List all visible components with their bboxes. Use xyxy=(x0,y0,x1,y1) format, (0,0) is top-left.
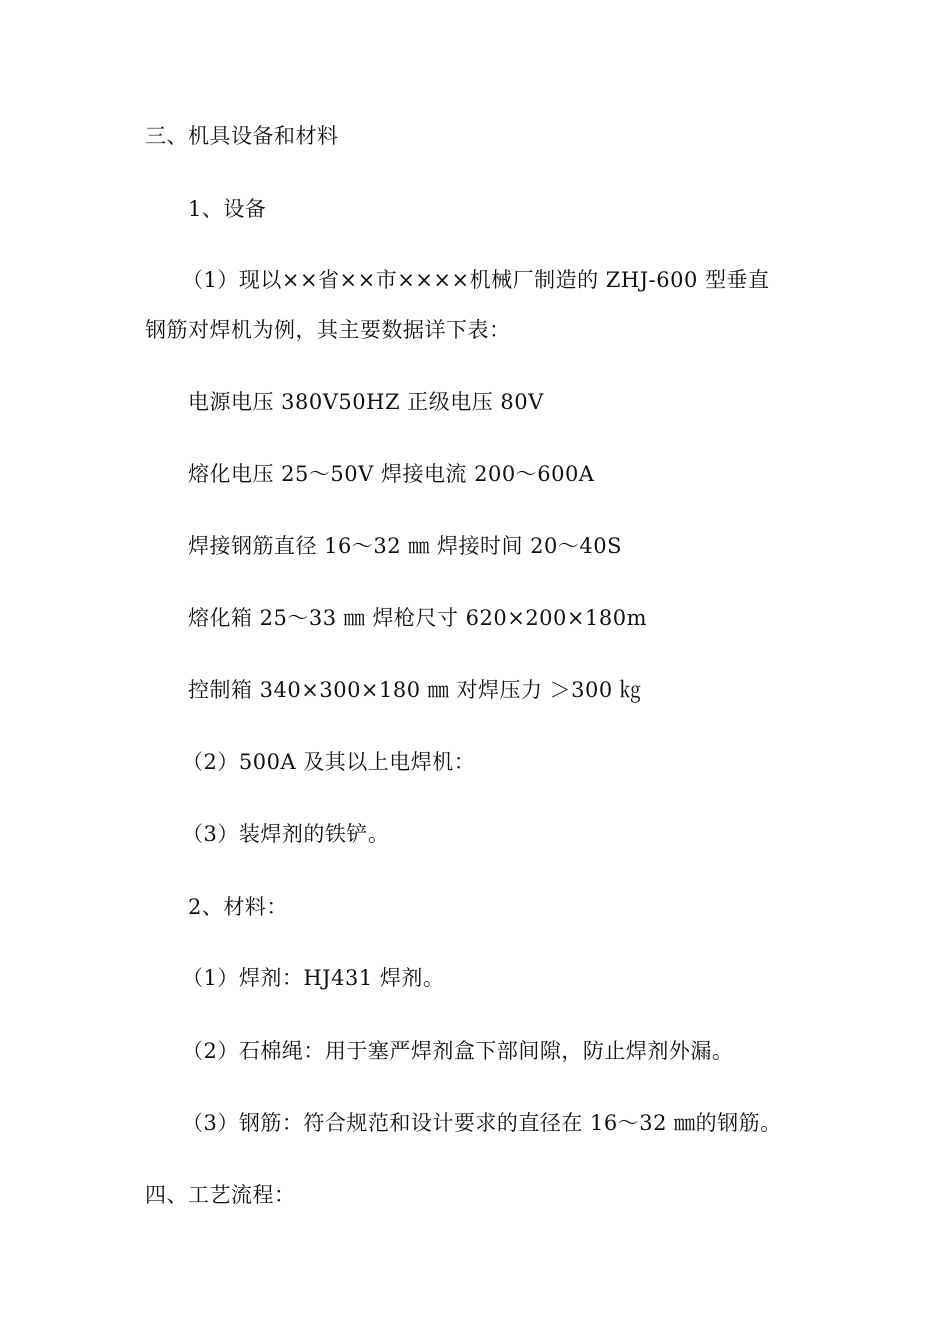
item-rebar: （3）钢筋：符合规范和设计要求的直径在 16～32 ㎜的钢筋。 xyxy=(182,1111,782,1135)
spec-control-box: 控制箱 340×300×180 ㎜ 对焊压力 ＞300 ㎏ xyxy=(188,678,642,702)
section-heading-process-flow: 四、工艺流程： xyxy=(145,1183,296,1207)
spec-rebar-diameter: 焊接钢筋直径 16～32 ㎜ 焊接时间 20～40S xyxy=(188,534,622,558)
section-heading-equipment-materials: 三、机具设备和材料 xyxy=(145,124,339,148)
item-shovel: （3）装焊剂的铁铲。 xyxy=(182,822,390,846)
subheading-materials: 2、材料： xyxy=(188,895,288,919)
paragraph-equipment-intro-line2: 钢筋对焊机为例，其主要数据详下表： xyxy=(145,318,511,342)
item-welder: （2）500A 及其以上电焊机： xyxy=(182,750,476,774)
subheading-equipment: 1、设备 xyxy=(188,197,267,221)
spec-melting-voltage: 熔化电压 25～50V 焊接电流 200～600A xyxy=(188,462,595,486)
item-flux: （1）焊剂：HJ431 焊剂。 xyxy=(182,966,445,990)
spec-melting-box: 熔化箱 25～33 ㎜ 焊枪尺寸 620×200×180m xyxy=(188,606,647,630)
paragraph-equipment-intro-line1: （1）现以××省××市××××机械厂制造的 ZHJ-600 型垂直 xyxy=(182,268,770,292)
spec-power-voltage: 电源电压 380V50HZ 正级电压 80V xyxy=(188,390,544,414)
item-asbestos-rope: （2）石棉绳：用于塞严焊剂盒下部间隙，防止焊剂外漏。 xyxy=(182,1039,734,1063)
